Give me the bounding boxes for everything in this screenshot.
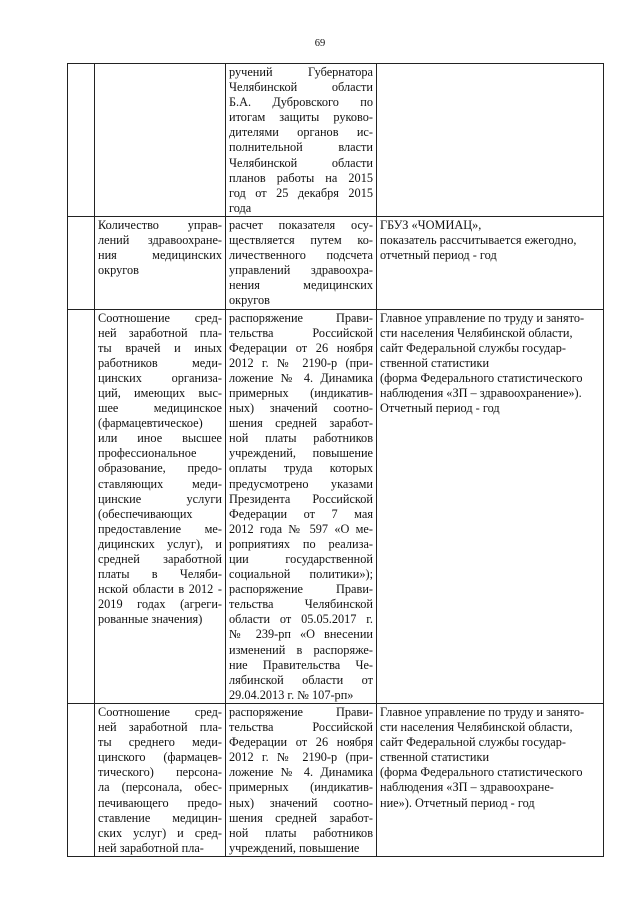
cell-line: ГБУЗ «ЧОМИАЦ», [380, 217, 482, 232]
cell-line: Соотношение сред- [98, 310, 222, 325]
cell-line: ние Правительства Че- [229, 657, 373, 672]
cell-line: Отчетный период - год [380, 401, 500, 416]
cell-line: 2019 годах (агреги- [98, 597, 222, 612]
cell-line: распоряжение Прави- [229, 582, 373, 597]
cell-line: распоряжение Прави- [229, 310, 373, 325]
cell-line: цинского (фармацев- [98, 750, 222, 765]
table-row [68, 64, 604, 217]
cell-line: ной платы работников [229, 431, 373, 446]
cell-line: (обеспечивающих [98, 506, 193, 521]
cell-line: ственной статистики [380, 750, 490, 765]
source-cell [377, 309, 604, 703]
cell-line: ты врачей и иных [98, 340, 222, 355]
cell-line: показатель рассчитывается ежегодно, [380, 233, 577, 248]
cell-line: средней заработной [98, 552, 222, 566]
cell-line: ней заработной пла- [98, 720, 222, 735]
cell-line: планов работы на 2015 [229, 170, 373, 185]
cell-line: Федерации от 26 ноября [229, 340, 373, 355]
cell-line: печивающего предо- [98, 795, 222, 810]
cell-line: Президента Российской [229, 491, 373, 506]
indicators-table [67, 63, 604, 857]
cell-line: ставляющих меди- [98, 476, 222, 491]
cell-line: сти населения Челябинской области, [380, 325, 573, 340]
indicator-cell [95, 309, 226, 703]
table-row [68, 216, 604, 309]
cell-line: шения средней заработ- [229, 810, 373, 825]
cell-line: ставление медицин- [98, 810, 222, 825]
cell-line: ла (персонала, обес- [98, 780, 222, 795]
cell-line: ных) значений соотно- [229, 795, 373, 810]
cell-line: примерных (индикатив- [229, 780, 373, 795]
cell-line: № 239-рп «О внесении [229, 627, 373, 642]
cell-line: ственной статистики [380, 355, 490, 370]
cell-line: шения средней заработ- [229, 416, 373, 431]
cell-line: Главное управление по труду и занято- [380, 704, 585, 719]
cell-line: Соотношение сред- [98, 704, 222, 719]
cell-line: ной платы работников [229, 825, 373, 840]
row-number-cell [68, 64, 95, 217]
cell-line: 2012 г. № 2190-р (при- [229, 355, 373, 370]
cell-line: управлений здравоохра- [229, 263, 373, 278]
cell-line: распоряжение Прави- [229, 704, 373, 719]
cell-line: полнительной власти [229, 140, 373, 155]
cell-line: ских услуг) и сред- [98, 825, 222, 840]
cell-line: ществляется путем ко- [229, 233, 373, 248]
cell-line: тельства Челябинской [229, 597, 373, 612]
cell-line: ние»). Отчетный период - год [380, 795, 535, 810]
cell-line: тического) персона- [98, 765, 222, 780]
cell-line: ручений Губернатора [229, 65, 373, 79]
cell-line: нской области в 2012 - [98, 582, 222, 597]
cell-line: Челябинской области [229, 155, 373, 170]
cell-line: предусмотрено указами [229, 476, 373, 491]
cell-line: профессиональное [98, 446, 197, 461]
cell-line: Федерации от 7 мая [229, 506, 373, 521]
cell-line: ных) значений соотно- [229, 401, 373, 416]
indicator-cell [95, 703, 226, 856]
method-cell [226, 309, 377, 703]
cell-line: наблюдения «ЗП – здравоохранение»). [380, 385, 582, 400]
source-cell [377, 64, 604, 217]
cell-line: учреждений, повышение [229, 446, 373, 461]
cell-line: округов [229, 293, 270, 308]
cell-line: работников меди- [98, 355, 222, 370]
indicator-cell [95, 216, 226, 309]
cell-line: лябинской области от [229, 672, 373, 687]
cell-line: личественного подсчета [229, 248, 373, 263]
cell-line: ней заработной пла- [98, 325, 222, 340]
page-number: 69 [314, 38, 326, 49]
cell-line: год от 25 декабря 2015 [229, 185, 373, 200]
cell-line: изменений в распоряже- [229, 642, 373, 657]
cell-line: лений здравоохране- [98, 233, 222, 248]
row-number-cell [68, 309, 95, 703]
cell-line: года [229, 200, 252, 215]
cell-line: ложение № 4. Динамика [229, 370, 373, 385]
cell-line: ты среднего меди- [98, 735, 222, 750]
cell-line: или иное высшее [98, 431, 222, 446]
cell-line: сайт Федеральной службы государ- [380, 340, 566, 355]
row-number-cell [68, 216, 95, 309]
cell-line: (фармацевтическое) [98, 416, 203, 431]
row-number-cell [68, 703, 95, 856]
cell-line: дицинских услуг), и [98, 536, 222, 551]
method-cell [226, 216, 377, 309]
method-cell [226, 703, 377, 856]
cell-line: тельства Российской [229, 325, 373, 340]
cell-line: Челябинской области [229, 80, 373, 95]
cell-line: Количество управ- [98, 217, 222, 232]
cell-line: дителями органов ис- [229, 125, 373, 140]
cell-line: рованные значения) [98, 612, 203, 627]
cell-line: социальной политики»); [229, 567, 373, 582]
cell-line: примерных (индикатив- [229, 385, 373, 400]
cell-line: 2012 г. № 2190-р (при- [229, 750, 373, 765]
cell-line: сайт Федеральной службы государ- [380, 735, 566, 750]
cell-line: учреждений, повышение [229, 840, 360, 855]
method-cell [226, 64, 377, 217]
cell-line: округов [98, 263, 139, 278]
cell-line: ции государственной [229, 552, 373, 566]
table-row [68, 309, 604, 703]
cell-line: цинские услуги [98, 491, 222, 506]
cell-line: образование, предо- [98, 461, 222, 476]
cell-line: расчет показателя осу- [229, 217, 373, 232]
cell-line: наблюдения «ЗП – здравоохране- [380, 780, 554, 795]
source-cell [377, 216, 604, 309]
cell-line: 29.04.2013 г. № 107-рп» [229, 687, 354, 702]
cell-line: (форма Федерального статистического [380, 765, 583, 780]
cell-line: итогам защиты руково- [229, 110, 373, 125]
table-row [68, 703, 604, 856]
cell-line: ложение № 4. Динамика [229, 765, 373, 780]
cell-line: 2012 года № 597 «О ме- [229, 521, 373, 536]
cell-line: (форма Федерального статистического [380, 370, 583, 385]
cell-line: отчетный период - год [380, 248, 497, 263]
cell-line: оплаты труда которых [229, 461, 373, 476]
cell-line: Б.А. Дубровского по [229, 95, 373, 110]
cell-line: шее медицинское [98, 401, 222, 416]
cell-line: области от 05.05.2017 г. [229, 612, 373, 627]
source-cell [377, 703, 604, 856]
cell-line: ций, имеющих выс- [98, 385, 222, 400]
cell-line: платы в Челяби- [98, 567, 222, 582]
cell-line: нения медицинских [229, 278, 373, 293]
cell-line: Главное управление по труду и занято- [380, 310, 585, 325]
indicator-cell [95, 64, 226, 217]
cell-line: Федерации от 26 ноября [229, 735, 373, 750]
cell-line: тельства Российской [229, 720, 373, 735]
cell-line: сти населения Челябинской области, [380, 720, 573, 735]
cell-line: предоставление ме- [98, 521, 222, 536]
cell-line: ния медицинских [98, 248, 222, 263]
cell-line: роприятиях по реализа- [229, 536, 373, 551]
cell-line: цинских организа- [98, 370, 222, 385]
cell-line: ней заработной пла- [98, 840, 204, 855]
